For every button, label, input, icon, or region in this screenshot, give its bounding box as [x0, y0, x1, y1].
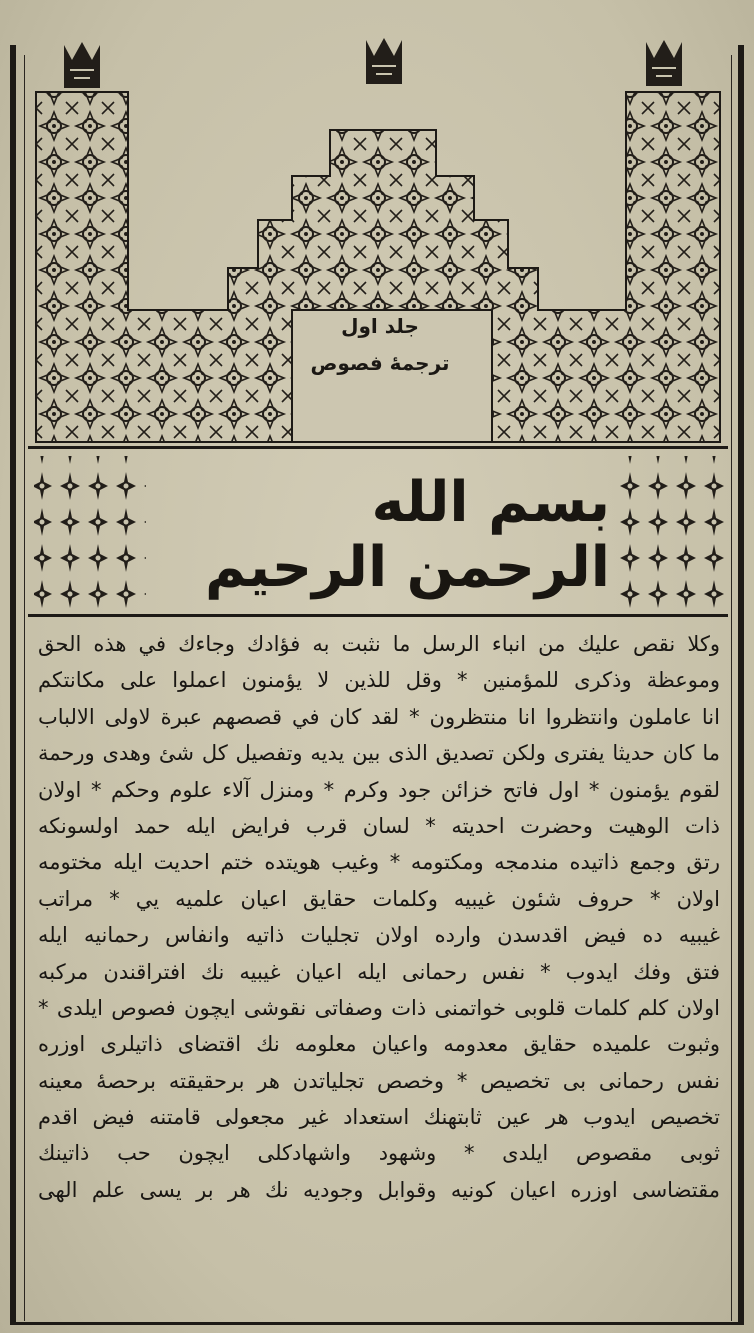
text-line: وكلا نقص عليك من انباء الرسل ما نثبت به فؤادك وجاءك في هذه الحق: [38, 632, 720, 656]
volume-label: جلد اول: [341, 314, 419, 338]
book-title: ترجمهٔ فصوص: [310, 351, 450, 375]
text-line: ما كان حديثا يفترى ولكن تصديق الذى بين يديه وتفصيل كل شئ وهدى ورحمة: [38, 741, 720, 766]
text-line: تخصيص ايدوب هر عين ثابتهنك استعداد غير مجعولى قامتنه فيض اقدم: [38, 1105, 720, 1130]
header-divider: [28, 446, 728, 449]
basmala-calligraphy: بسم الله الرحمن الرحيم: [204, 470, 610, 600]
main-text: [38, 626, 720, 1318]
basmala-panel: [150, 455, 610, 615]
text-line: وموعظة وذكرى للمؤمنين * وقل للذين لا يؤمنون اعملوا على مكانتكم: [38, 668, 720, 693]
text-line: وثبوت علميده حقايق معدومه واعيان معلومه نك اقتضاى ذاتيلرى اوزره: [38, 1032, 720, 1057]
text-line: اولان * حروف شئون غيبيه وكلمات حقايق اعيان علميه يي * مراتب: [38, 886, 720, 911]
text-line: اولان كلم كلمات قلوبى خواتمنى ذات وصفاتى نقوشى ايچون فصوص ايلدى *: [38, 995, 720, 1020]
text-line: مقتضاسى اوزره اعيان كونيه وقوابل وجوديه نك هر بر يسى علم الهى: [38, 1177, 720, 1202]
text-line: رتق وجمع ذاتيده مندمجه ومكتومه * وغيب هويتده ختم احديت ايله مختومه: [38, 850, 720, 875]
text-line: لقوم يؤمنون * اول فاتح خزائن جود وكرم * ومنزل آلاء علوم وحكم * اولان: [38, 777, 720, 802]
basmala-divider: [28, 614, 728, 617]
text-line: ذات الوهيت وحضرت احديته * لسان قرب فرايض ايله حمد اولسونكه: [38, 813, 720, 838]
text-line: غيبيه ده فيض اقدسدن وارده اولان تجليات ذاتيه وانفاس رحمانيه ايله: [38, 923, 720, 948]
text-line: ثوبى مقصوص ايلدى * وشهود واشهادكلى ايچون حب ذاتينك: [38, 1141, 720, 1166]
text-line: انا عاملون وانتظروا انا منتظرون * لقد كان في قصصهم عبرة لاولى الالباب: [38, 704, 720, 729]
title-block: [300, 312, 460, 378]
text-line: نفس رحمانى بى تخصيص * وخصص تجلياتدن هر برحقيقته برحصهٔ معينه: [38, 1068, 720, 1093]
text-line: فتق وفك ايدوب * نفس رحمانى ايله اعيان غيبيه نك افتراقندن مركبه: [38, 959, 720, 984]
